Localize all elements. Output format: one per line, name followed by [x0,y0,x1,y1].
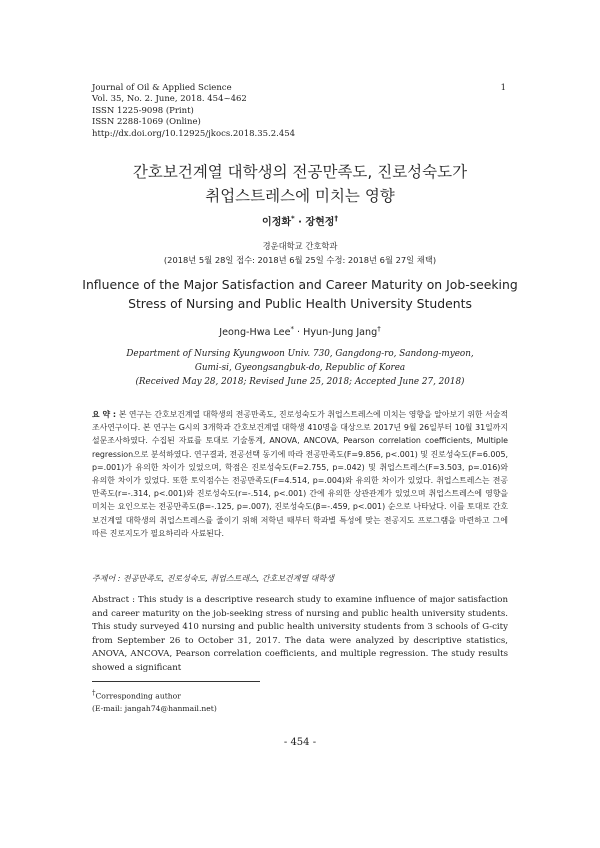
abstract-en-text: This study is a descriptive research study to examine influence of major satisfaction and career maturity on the job-seeking stress of nursing and public health university students. This study surveyed 410 nursing and public health university students from 3 schools of G-city from September 26 to October 31, 2017. The data were analyzed by descriptive statistics, ANOVA, ANCOVA, Pearson correlation coefficients, and multiple regression. The study results showed a significant [92,595,508,673]
title-english-line2: Stress of Nursing and Public Health University Students [128,296,472,311]
title-korean-line2: 취업스트레스에 미치는 영향 [205,187,395,205]
authors-korean [0,213,600,228]
author1-en-mark: * [290,325,294,333]
author1-en: Jeong-Hwa Lee [219,327,291,339]
issn-print: ISSN 1225-9098 (Print) [92,105,194,116]
abstract-english [92,594,508,676]
author2-en-mark: † [377,325,381,333]
author2-ko-mark: † [334,214,338,223]
journal-name: Journal of Oil & Applied Science [92,83,232,93]
page-number: - 454 - [283,737,317,748]
author1-ko-mark: * [291,214,295,223]
affiliation-en-line1: Department of Nursing Kyungwoon Univ. 730, Gangdong-ro, Sandong-myeon, [126,349,474,359]
footnote [92,687,217,715]
author1-ko: 이정화 [262,217,292,228]
title-english-line1: Influence of the Major Satisfaction and Career Maturity on Job-seeking [82,277,518,292]
page-mark: 1 [500,83,506,93]
affiliation-english [0,348,600,389]
author-separator-ko: · [294,217,306,228]
affiliation-en-dates: (Received May 28, 2018; Revised June 25, 2018; Accepted June 27, 2018) [135,376,465,387]
doi-link[interactable]: http://dx.doi.org/10.12925/jkocs.2018.35.2.454 [92,128,296,139]
footnote-email: (E-mail: jangah74@hanmail.net) [92,703,217,713]
keywords-korean: 주제어 : 전공만족도, 진로성숙도, 취업스트레스, 간호보건계열 대학생 [92,574,334,583]
affiliation-en-line2: Gumi-si, Gyeongsangbuk-do, Republic of Korea [194,362,406,373]
issn-online: ISSN 2288-1069 (Online) [92,117,201,128]
authors-english [0,325,600,338]
affiliation-ko-dates: (2018년 5월 28일 접수: 2018년 6월 25일 수정: 2018년 6월 27일 채택) [163,255,437,265]
abstract-korean [92,408,508,540]
footnote-mark: † [92,689,96,697]
title-korean [0,160,600,208]
author-separator-en: · [294,327,304,339]
abstract-ko-text: 본 연구는 간호보건계열 대학생의 전공만족도, 진로성숙도가 취업스트레스에 미치는 영향을 알아보기 위한 서술적 조사연구이다. 본 연구는 G시의 3개학과 간호보건계열 대학생 410명을 대상으로 2017년 9월 26일부터 10월 31일까지 설문조사하였다. 수집된 자료를 토대로 기술통계, ANOVA, ANCOVA, Pearson correlation coefficients, Multiple regression으로 분석하였다. 연구결과, 전공선택 동기에 따라 전공만족도(F=9.856, p<.001) 및 진로성숙도(F=6.005, p=.001)가 유의한 차이가 있었으며, 학점은 진로성숙도(F=2.755, p=.042) 및 취업스트레스(F=3.503, p=.016)와 유의한 차이가 있었다. 또한 토익점수는 전공만족도(F=4.514, p=.004)와 유의한 차이가 있었다. 취업스트레스는 전공만족도(r=-.314, p<.001)와 진로성숙도(r=-.514, p<.001) 간에 유의한 상관관계가 있었으며 취업스트레스에 영향을 미치는 요인으로는 전공만족도(β=-.125, p=.007), 진로성숙도(β=-.459, p<.001) 순으로 나타났다. 이를 토대로 간호보건계열 대학생의 취업스트레스를 줄이기 위해 저학년 때부터 학과별 특성에 맞는 전공지도 프로그램을 마련하고 그에 따른 진로지도가 필요하리라 사료된다. [92,410,508,538]
abstract-ko-label: 요 약 : [92,410,117,419]
author2-en: Hyun-Jung Jang [303,327,378,339]
affiliation-korean [0,239,600,267]
footnote-divider [92,681,260,682]
title-korean-line1: 간호보건계열 대학생의 전공만족도, 진로성숙도가 [132,163,468,181]
title-english [0,275,600,313]
author2-ko: 장현정 [305,217,335,228]
abstract-en-label: Abstract : [92,595,135,605]
journal-header [92,83,295,140]
footnote-corresponding: Corresponding author [95,691,181,701]
journal-volume: Vol. 35, No. 2. June, 2018. 454~462 [92,94,247,105]
affiliation-ko-dept: 경운대학교 간호학과 [262,241,338,251]
